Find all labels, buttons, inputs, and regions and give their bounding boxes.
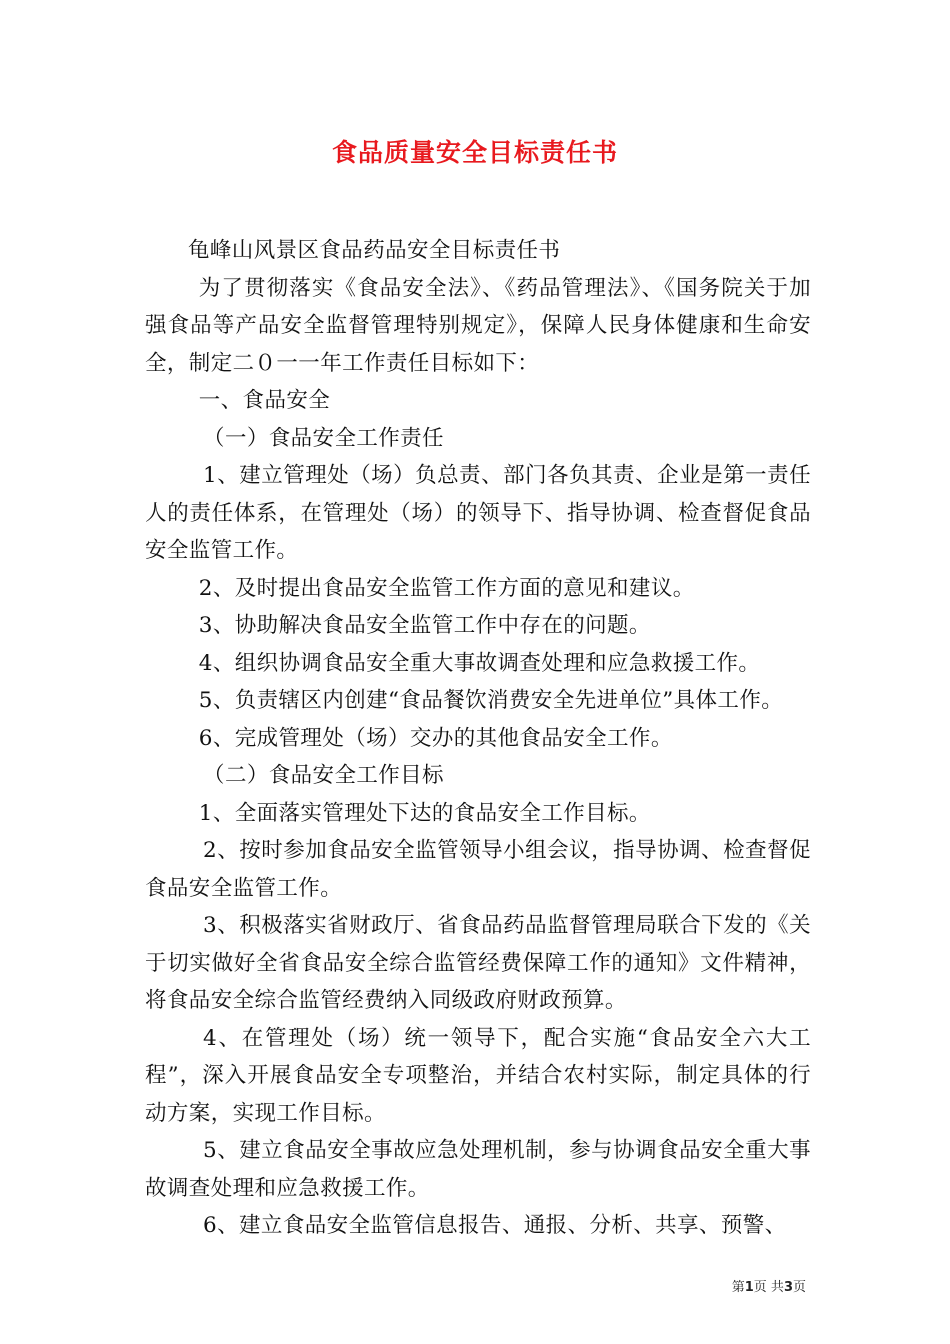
footer-current-page: 1 bbox=[744, 1280, 754, 1295]
document-body bbox=[145, 232, 811, 1245]
body-paragraph: 一、食品安全 bbox=[198, 388, 331, 413]
body-paragraph: 3、协助解决食品安全监管工作中存在的问题。 bbox=[198, 613, 651, 638]
footer-prefix: 第 bbox=[731, 1280, 745, 1295]
body-paragraph: 龟峰山风景区食品药品安全目标责任书 bbox=[188, 238, 561, 263]
body-paragraph: 2、及时提出食品安全监管工作方面的意见和建议。 bbox=[198, 575, 695, 601]
footer-total-pages: 3 bbox=[783, 1280, 793, 1295]
body-paragraph: 4、在管理处（场）统一领导下，配合实施“食品安全六大工程”，深入开展食品安全专项整治，并结合农村实际，制定具体的行动方案，实现工作目标。 bbox=[145, 1025, 811, 1126]
body-paragraph: 1、全面落实管理处下达的食品安全工作目标。 bbox=[198, 800, 651, 826]
body-paragraph: 1、建立管理处（场）负总责、部门各负其责、企业是第一责任人的责任体系，在管理处（场）的领导下、指导协调、检查督促食品安全监管工作。 bbox=[145, 463, 811, 563]
footer-suffix: 页 bbox=[792, 1280, 806, 1295]
body-paragraph: （一）食品安全工作责任 bbox=[203, 425, 444, 451]
body-paragraph: 5、负责辖区内创建“食品餐饮消费安全先进单位”具体工作。 bbox=[198, 688, 784, 713]
page-footer bbox=[732, 1276, 806, 1295]
body-paragraph: 4、组织协调食品安全重大事故调查处理和应急救援工作。 bbox=[198, 650, 761, 676]
body-paragraph: 为了贯彻落实《食品安全法》、《药品管理法》、《国务院关于加强食品等产品安全监督管理特别规定》，保障人民身体健康和生命安全，制定二０一一年工作责任目标如下： bbox=[145, 275, 811, 376]
document-title: 食品质量安全目标责任书 bbox=[331, 138, 618, 167]
body-paragraph: （二）食品安全工作目标 bbox=[203, 763, 444, 788]
footer-middle: 页 共 bbox=[753, 1280, 784, 1295]
body-paragraph: 5、建立食品安全事故应急处理机制，参与协调食品安全重大事故调查处理和应急救援工作。 bbox=[145, 1138, 811, 1201]
body-paragraph: 2、按时参加食品安全监管领导小组会议，指导协调、检查督促食品安全监管工作。 bbox=[145, 838, 811, 901]
body-paragraph: 3、积极落实省财政厅、省食品药品监督管理局联合下发的《关于切实做好全省食品安全综合监管经费保障工作的通知》文件精神，将食品安全综合监管经费纳入同级政府财政预算。 bbox=[145, 913, 811, 1013]
body-paragraph: 6、建立食品安全监管信息报告、通报、分析、共享、预警、 bbox=[203, 1213, 787, 1238]
body-paragraph: 6、完成管理处（场）交办的其他食品安全工作。 bbox=[198, 725, 673, 751]
